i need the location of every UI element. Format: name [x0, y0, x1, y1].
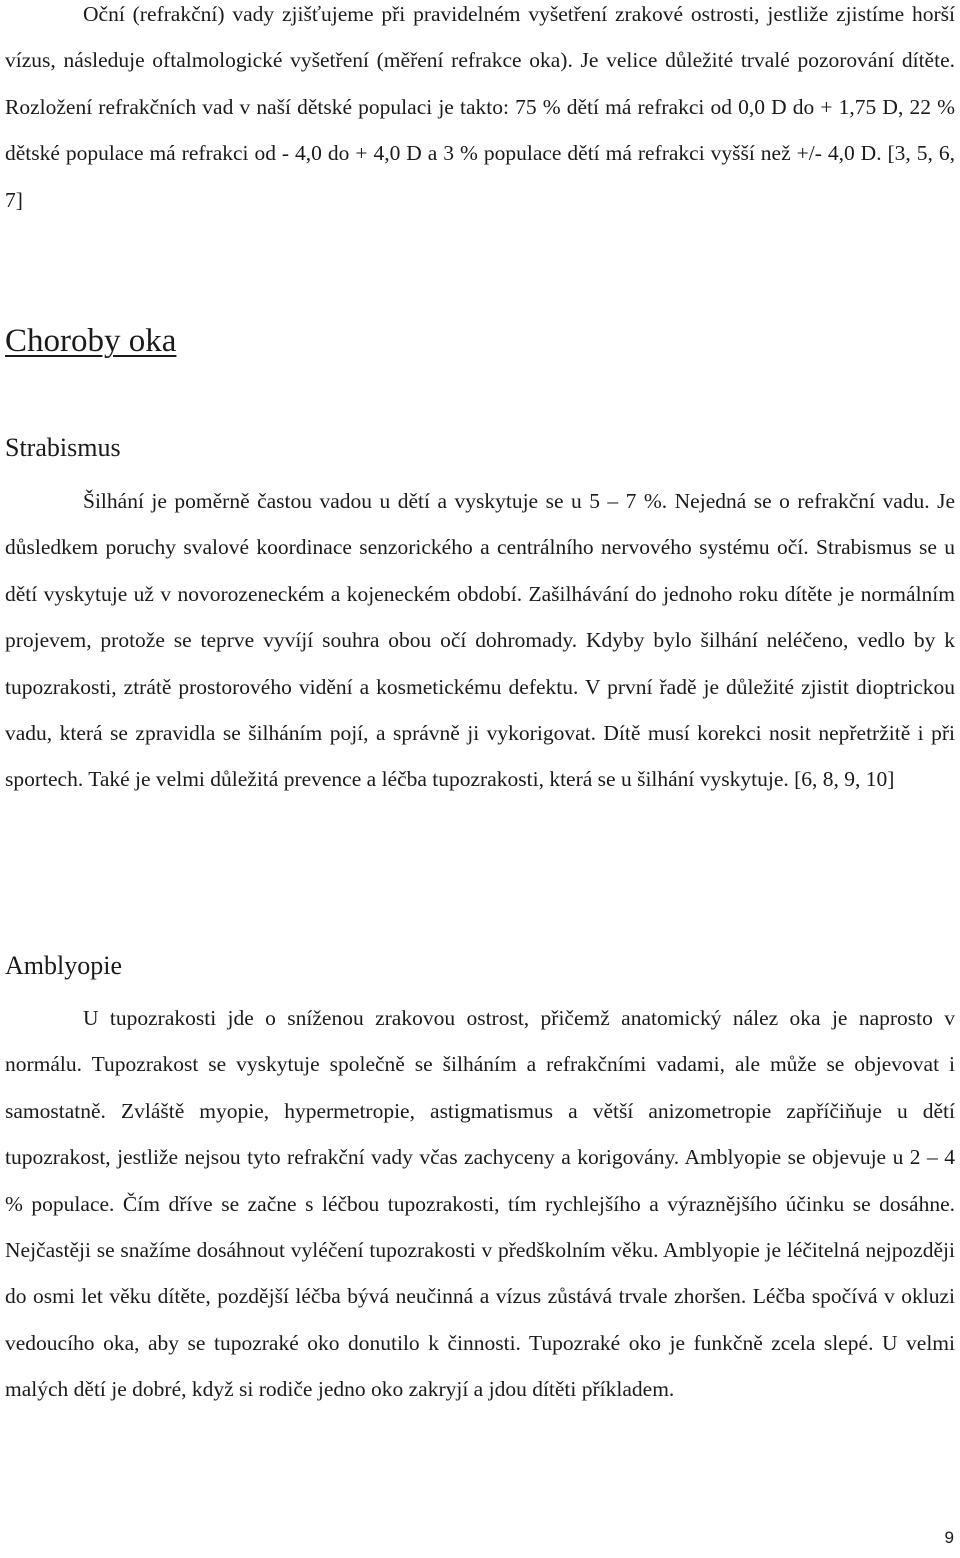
strabismus-heading: Strabismus — [5, 433, 121, 462]
intro-paragraph: Oční (refrakční) vady zjišťujeme při pravidelném vyšetření zrakové ostrosti, jestliže zjistíme horší vízus, následuje oftalmologické vyšetření (měření refrakce oka). Je velice důležité trvalé pozorování dítěte. Rozložení refrakčních vad v naší dětské populaci je takto: 75 % dětí má refrakci od 0,0 D do + 1,75 D, 22 % dětské populace má refrakci od - 4,0 do + 4,0 D a 3 % populace dětí má refrakci vyšší než +/- 4,0 D. [3, 5, 6, 7] — [5, 2, 955, 212]
amblyopia-paragraph: U tupozrakosti jde o sníženou zrakovou ostrost, přičemž anatomický nález oka je naprosto v normálu. Tupozrakost se vyskytuje společně se šilháním a refrakčními vadami, ale může se objevovat i samostatně. Zvláště myopie, hypermetropie, astigmatismus a větší anizometropie zapříčiňuje u dětí tupozrakost, jestliže nejsou tyto refrakční vady včas zachyceny a korigovány. Amblyopie se objevuje u 2 – 4 % populace. Čím dříve se začne s léčbou tupozrakosti, tím rychlejšího a výraznějšího účinku se dosáhne. Nejčastěji se snažíme dosáhnout vyléčení tupozrakosti v předškolním věku. Amblyopie je léčitelná nejpozději do osmi let věku dítěte, pozdější léčba bývá neučinná a vízus zůstává trvale zhoršen. Léčba spočívá v okluzi vedoucího oka, aby se tupozraké oko donutilo k činnosti. Tupozraké oko je funkčně zcela slepé. U velmi malých dětí je dobré, když si rodiče jedno oko zakryjí a jdou dítěti příkladem. — [5, 1006, 955, 1402]
page-number: 9 — [944, 1528, 954, 1547]
section-heading: Choroby oka — [5, 323, 177, 359]
amblyopia-heading: Amblyopie — [5, 951, 122, 980]
strabismus-paragraph: Šilhání je poměrně častou vadou u dětí a vyskytuje se u 5 – 7 %. Nejedná se o refrakční vadu. Je důsledkem poruchy svalové koordinace senzorického a centrálního nervového systému očí. Strabismus se u dětí vyskytuje už v novorozeneckém a kojeneckém období. Zašilhávání do jednoho roku dítěte je normálním projevem, protože se teprve vyvíjí souhra obou očí dohromady. Kdyby bylo šilhání neléčeno, vedlo by k tupozrakosti, ztrátě prostorového vidění a kosmetickému defektu. V první řadě je důležité zjistit dioptrickou vadu, která se zpravidla se šilháním pojí, a správně ji vykorigovat. Dítě musí korekci nosit nepřetržitě i při sportech. Také je velmi důležitá prevence a léčba tupozrakosti, která se u šilhání vyskytuje. [6, 8, 9, 10] — [5, 489, 955, 792]
